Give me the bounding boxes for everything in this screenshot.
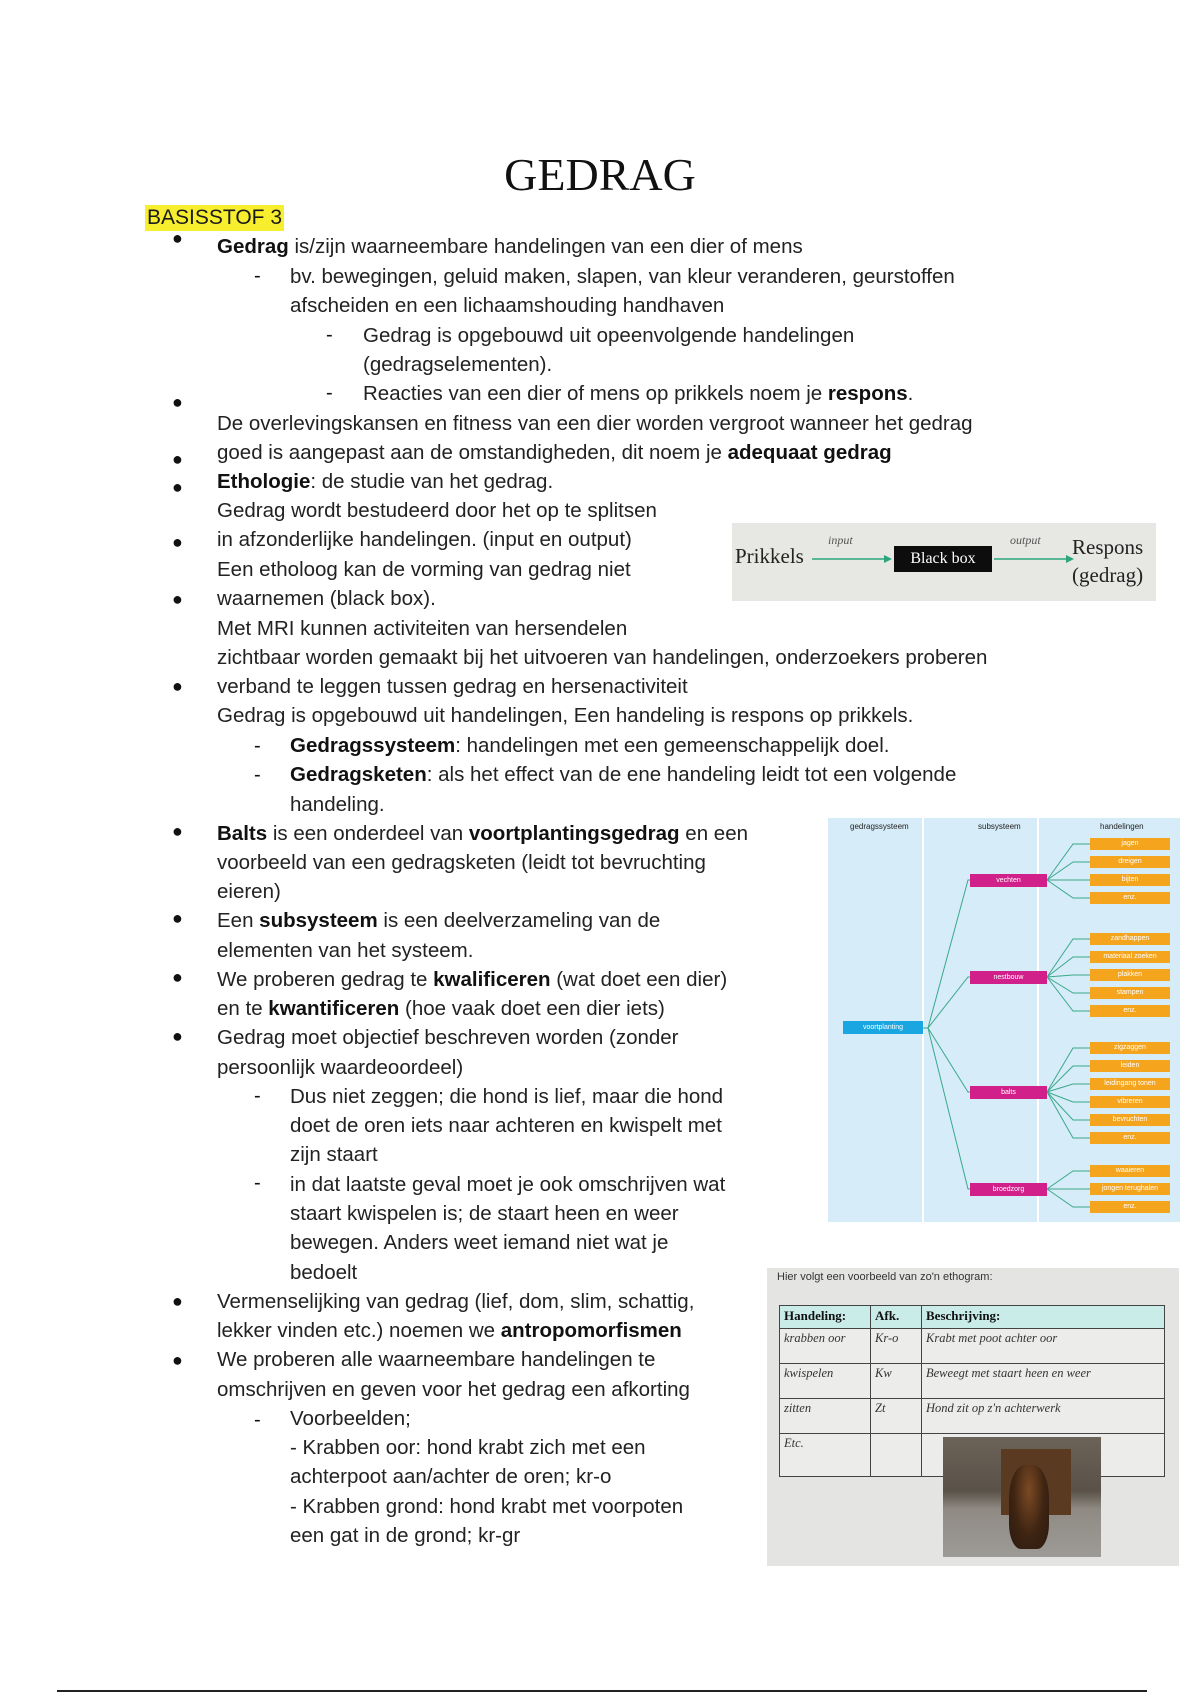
dash-marker: - bbox=[254, 735, 261, 757]
tree-sub: balts bbox=[970, 1086, 1047, 1099]
dash-marker: - bbox=[254, 265, 261, 287]
dash-marker: - bbox=[254, 1172, 261, 1194]
tree-leaf: vibreren bbox=[1090, 1096, 1170, 1108]
text-line: Met MRI kunnen activiteiten van hersendelen bbox=[217, 617, 628, 640]
bullet-icon: ● bbox=[172, 1350, 183, 1370]
prikkels-label: Prikkels bbox=[735, 544, 804, 568]
table-cell: Hond zit op z'n achterwerk bbox=[922, 1399, 1165, 1434]
table-cell: zitten bbox=[780, 1399, 871, 1434]
text-line: - Krabben grond: hond krabt met voorpoten bbox=[290, 1495, 684, 1518]
table-cell: Etc. bbox=[780, 1434, 871, 1477]
bullet-icon: ● bbox=[172, 449, 183, 469]
table-cell: Krabt met poot achter oor bbox=[922, 1329, 1165, 1364]
text-line: We proberen gedrag te kwalificeren (wat doet een dier) bbox=[217, 968, 728, 991]
text-line: doet de oren iets naar achteren en kwispelt met bbox=[290, 1114, 722, 1137]
text-line: bewegen. Anders weet iemand niet wat je bbox=[290, 1231, 669, 1254]
bullet-icon: ● bbox=[172, 967, 183, 987]
bullet-icon: ● bbox=[172, 1026, 183, 1046]
dash-marker: - bbox=[326, 324, 333, 346]
table-cell: Beweegt met staart heen en weer bbox=[922, 1364, 1165, 1399]
bullet-icon: ● bbox=[172, 908, 183, 928]
tree-header: subsysteem bbox=[978, 822, 1021, 831]
text-line: Gedrag wordt bestudeerd door het op te splitsen bbox=[217, 499, 657, 522]
dog-photo bbox=[943, 1437, 1101, 1557]
tree-leaf: leidingang tonen bbox=[1090, 1078, 1170, 1090]
header-cell: Beschrijving: bbox=[922, 1306, 1165, 1329]
text-line: Een subsysteem is een deelverzameling van de bbox=[217, 909, 661, 932]
table-row bbox=[780, 1399, 1165, 1434]
dash-marker: - bbox=[254, 1085, 261, 1107]
text-line: afscheiden en een lichaamshouding handhaven bbox=[290, 294, 725, 317]
black-box-diagram bbox=[732, 523, 1156, 601]
table-cell: Kr-o bbox=[871, 1329, 922, 1364]
tree-leaf: jongen terughalen bbox=[1090, 1183, 1170, 1195]
text-line: lekker vinden etc.) noemen we antropomorfismen bbox=[217, 1319, 682, 1342]
tree-sub: nestbouw bbox=[970, 971, 1047, 984]
table-cell bbox=[871, 1434, 922, 1477]
dash-marker: - bbox=[254, 764, 261, 786]
bullet-icon: ● bbox=[172, 821, 183, 841]
text-line: Gedrag moet objectief beschreven worden (zonder bbox=[217, 1026, 679, 1049]
gedrag-label: (gedrag) bbox=[1072, 563, 1144, 587]
text-line: in afzonderlijke handelingen. (input en output) bbox=[217, 528, 632, 551]
page-title: GEDRAG bbox=[504, 149, 696, 200]
text-line: staart kwispelen is; de staart heen en weer bbox=[290, 1202, 679, 1225]
text-line: eieren) bbox=[217, 880, 281, 903]
bullet-icon: ● bbox=[172, 392, 183, 412]
tree-header: handelingen bbox=[1100, 822, 1144, 831]
text-line: We proberen alle waarneembare handelingen te bbox=[217, 1348, 656, 1371]
tree-leaf: plakken bbox=[1090, 969, 1170, 981]
text-line: De overlevingskansen en fitness van een dier worden vergroot wanneer het gedrag bbox=[217, 412, 973, 435]
table-cell: kwispelen bbox=[780, 1364, 871, 1399]
text-line: elementen van het systeem. bbox=[217, 939, 474, 962]
table-cell: Zt bbox=[871, 1399, 922, 1434]
output-label: output bbox=[1010, 533, 1041, 547]
text-line: Gedrag is/zijn waarneembare handelingen van een dier of mens bbox=[217, 235, 803, 258]
text-line: zijn staart bbox=[290, 1143, 378, 1166]
table-row bbox=[780, 1329, 1165, 1364]
tree-leaf: stampen bbox=[1090, 987, 1170, 999]
text-line: (gedragselementen). bbox=[363, 353, 553, 376]
header-cell: Handeling: bbox=[780, 1306, 871, 1329]
ethogram-figure bbox=[767, 1268, 1179, 1566]
tree-leaf: enz. bbox=[1090, 1005, 1170, 1017]
tree-leaf: jagen bbox=[1090, 838, 1170, 850]
text-line: waarnemen (black box). bbox=[217, 587, 436, 610]
tree-leaf: zigzaggen bbox=[1090, 1042, 1170, 1054]
text-line: handeling. bbox=[290, 793, 385, 816]
input-label: input bbox=[828, 533, 853, 547]
text-line: bv. bewegingen, geluid maken, slapen, van kleur veranderen, geurstoffen bbox=[290, 265, 955, 288]
text-line: achterpoot aan/achter de oren; kr-o bbox=[290, 1465, 612, 1488]
bullet-icon: ● bbox=[172, 1291, 183, 1311]
text-line: Ethologie: de studie van het gedrag. bbox=[217, 470, 554, 493]
text-line: voorbeeld van een gedragsketen (leidt tot bevruchting bbox=[217, 851, 706, 874]
dash-marker: - bbox=[254, 1409, 261, 1431]
section-label: BASISSTOF 3 bbox=[147, 206, 282, 229]
table-cell: krabben oor bbox=[780, 1329, 871, 1364]
text-line: Gedragsketen: als het effect van de ene handeling leidt tot een volgende bbox=[290, 763, 957, 786]
tree-leaf: enz. bbox=[1090, 892, 1170, 904]
text-line: persoonlijk waardeoordeel) bbox=[217, 1056, 464, 1079]
table-row bbox=[780, 1364, 1165, 1399]
tree-leaf: enz. bbox=[1090, 1201, 1170, 1213]
tree-leaf: dreigen bbox=[1090, 856, 1170, 868]
table-cell: Kw bbox=[871, 1364, 922, 1399]
text-line: Gedrag is opgebouwd uit handelingen, Een handeling is respons op prikkels. bbox=[217, 704, 914, 727]
page-divider bbox=[57, 1690, 1147, 1692]
black-box: Black box bbox=[894, 546, 992, 572]
text-line: in dat laatste geval moet je ook omschrijven wat bbox=[290, 1173, 726, 1196]
text-line: Reacties van een dier of mens op prikkels noem je respons. bbox=[363, 382, 914, 405]
dog-shape bbox=[1009, 1465, 1049, 1549]
text-line: Balts is een onderdeel van voortplantingsgedrag en een bbox=[217, 822, 748, 845]
bullet-icon: ● bbox=[172, 228, 183, 248]
text-line: Gedragssysteem: handelingen met een gemeenschappelijk doel. bbox=[290, 734, 890, 757]
tree-leaf: bevruchten bbox=[1090, 1114, 1170, 1126]
text-line: goed is aangepast aan de omstandigheden, dit noem je adequaat gedrag bbox=[217, 441, 892, 464]
tree-sub: broedzorg bbox=[970, 1183, 1047, 1196]
ethogram-caption: Hier volgt een voorbeeld van zo'n ethogram: bbox=[777, 1271, 993, 1283]
respons-label: Respons bbox=[1072, 535, 1144, 559]
text-line: Een etholoog kan de vorming van gedrag niet bbox=[217, 558, 631, 581]
tree-root: voortplanting bbox=[843, 1021, 923, 1034]
text-line: Vermenselijking van gedrag (lief, dom, slim, schattig, bbox=[217, 1290, 695, 1313]
text-line: Voorbeelden; bbox=[290, 1407, 411, 1430]
bullet-icon: ● bbox=[172, 589, 183, 609]
tree-header: gedragssysteem bbox=[850, 822, 909, 831]
text-line: bedoelt bbox=[290, 1261, 358, 1284]
text-line: - Krabben oor: hond krabt zich met een bbox=[290, 1436, 646, 1459]
behavior-tree-diagram bbox=[828, 818, 1180, 1222]
text-line: verband te leggen tussen gedrag en hersenactiviteit bbox=[217, 675, 688, 698]
dash-marker: - bbox=[326, 382, 333, 404]
tree-leaf: bijten bbox=[1090, 874, 1170, 886]
bullet-icon: ● bbox=[172, 477, 183, 497]
text-line: Dus niet zeggen; die hond is lief, maar die hond bbox=[290, 1085, 724, 1108]
tree-leaf: enz. bbox=[1090, 1132, 1170, 1144]
tree-leaf: waaieren bbox=[1090, 1165, 1170, 1177]
bullet-icon: ● bbox=[172, 532, 183, 552]
text-line: omschrijven en geven voor het gedrag een afkorting bbox=[217, 1378, 690, 1401]
header-cell: Afk. bbox=[871, 1306, 922, 1329]
tree-sub: vechten bbox=[970, 874, 1047, 887]
text-line: een gat in de grond; kr-gr bbox=[290, 1524, 521, 1547]
bullet-icon: ● bbox=[172, 676, 183, 696]
tree-leaf: leiden bbox=[1090, 1060, 1170, 1072]
table-header-row bbox=[780, 1306, 1165, 1329]
text-line: zichtbaar worden gemaakt bij het uitvoeren van handelingen, onderzoekers proberen bbox=[217, 646, 988, 669]
tree-leaf: zandhappen bbox=[1090, 933, 1170, 945]
text-line: en te kwantificeren (hoe vaak doet een dier iets) bbox=[217, 997, 665, 1020]
tree-leaf: materiaal zoeken bbox=[1090, 951, 1170, 963]
text-line: Gedrag is opgebouwd uit opeenvolgende handelingen bbox=[363, 324, 855, 347]
